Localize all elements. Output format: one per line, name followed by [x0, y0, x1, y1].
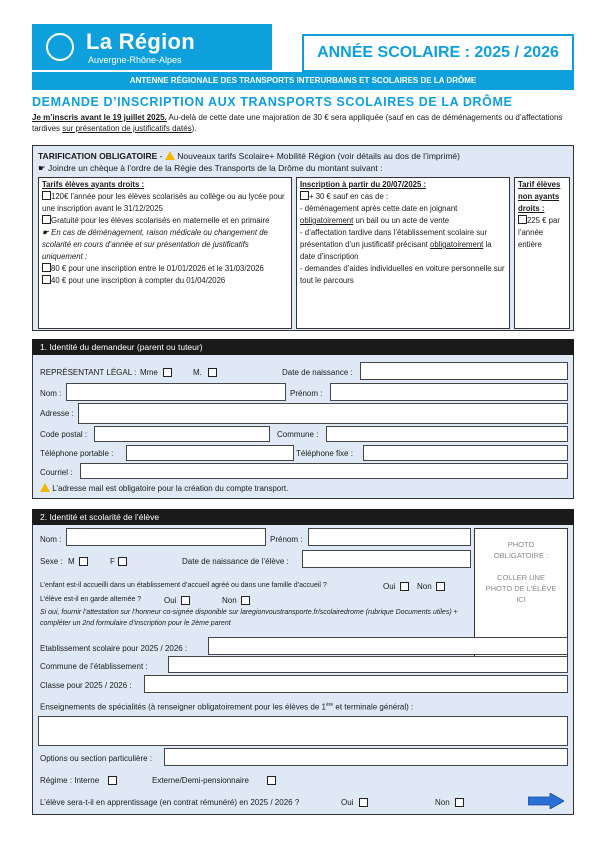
apprentissage-non-checkbox[interactable] [455, 798, 464, 807]
code-postal-label: Code postal : [40, 430, 88, 439]
accueil-non-checkbox[interactable] [436, 582, 445, 591]
regime-interne-label: Régime : Interne [40, 776, 100, 785]
checkbox-120[interactable] [42, 191, 51, 200]
bullet2-u: obligatoirement [430, 240, 484, 249]
apprentissage-non-label: Non [435, 798, 450, 807]
tel-fixe-field[interactable] [363, 445, 568, 461]
bullet1-u: obligatoirement [300, 216, 354, 225]
eleve-prenom-label: Prénom : [270, 535, 303, 544]
section2-title: 2. Identité et scolarité de l’élève [32, 509, 574, 525]
antenne-banner: ANTENNE RÉGIONALE DES TRANSPORTS INTERURBAINS ET SCOLAIRES DE LA DRÔME [32, 72, 574, 90]
adresse-label: Adresse : [40, 409, 74, 418]
eleve-date-naissance-field[interactable] [302, 550, 471, 568]
section1-title: 1. Identité du demandeur (parent ou tuteur) [32, 339, 574, 355]
sexe-m-checkbox[interactable] [79, 557, 88, 566]
m-label: M. [193, 368, 202, 377]
bullet1-a: - déménagement après cette date en joignant [300, 204, 458, 213]
garde-question: L’élève est-il en garde alternée ? [40, 596, 142, 603]
bullet3: - demandes d’aides individuelles en voiture personnelle sur tout le parcours [300, 264, 505, 285]
cheque-instruction: ☛ Joindre un chèque à l’ordre de la Régie des Transports de la Drôme du montant suivant : [38, 163, 383, 173]
next-page-arrow-icon[interactable] [528, 793, 564, 809]
logo-subtitle: Auvergne-Rhône-Alpes [88, 55, 182, 65]
opt-80-label: 80 € pour une inscription entre le 01/01/2026 et le 31/03/2026 [51, 264, 264, 273]
mme-label: Mme [140, 368, 158, 377]
warning-icon [165, 151, 175, 160]
logo-title: La Région [86, 29, 196, 54]
photo-line-5: ICI [516, 595, 526, 604]
specialites-sup: ère [325, 702, 334, 708]
opt-40-label: 40 € pour une inscription à compter du 01/04/2026 [51, 276, 226, 285]
date-naissance-field[interactable] [360, 362, 568, 380]
garde-non-label: Non [222, 596, 237, 605]
commune-field[interactable] [326, 426, 568, 442]
photo-line-1: PHOTO [507, 540, 535, 549]
apprentissage-question: L’élève sera-t-il en apprentissage (en contrat rémunéré) en 2025 / 2026 ? [40, 798, 300, 807]
nom-label: Nom : [40, 389, 62, 398]
checkbox-80[interactable] [42, 263, 51, 272]
inscription-tardive-box [296, 177, 510, 329]
code-postal-field[interactable] [94, 426, 270, 442]
checkbox-225[interactable] [518, 215, 527, 224]
accueil-oui-label: Oui [383, 582, 396, 591]
specialites-field[interactable] [38, 716, 568, 746]
photo-line-3: COLLER UNE [497, 573, 545, 582]
bullet2-a: - d’affectation tardive dans l’établissement scolaire sur présentation d’un justificatif précisant [300, 228, 488, 249]
classe-field[interactable] [144, 675, 568, 693]
school-year: ANNÉE SCOLAIRE : 2025 / 2026 [302, 34, 574, 72]
cas-text: ☛ En cas de déménagement, raison médicale ou changement de scolarité en cours d’année et sur présentation de justificatifs uniquement : [42, 228, 268, 261]
etablissement-label: Etablissement scolaire pour 2025 / 2026 : [40, 644, 188, 653]
sexe-label: Sexe : [40, 557, 63, 566]
courriel-label: Courriel : [40, 468, 73, 477]
non-ayants-title: Tarif élèves non ayants droits : [518, 180, 561, 213]
prenom-field[interactable] [330, 383, 568, 401]
tarification-sep: - [157, 151, 165, 161]
specialites-a: Enseignements de spécialités (à renseigner obligatoirement pour les élèves de 1 [40, 702, 326, 712]
specialites-b: et terminale général) : [333, 702, 414, 712]
mail-note-text: L’adresse mail est obligatoire pour la création du compte transport. [50, 484, 289, 493]
nom-field[interactable] [66, 383, 286, 401]
ayants-title: Tarifs élèves ayants droits : [42, 180, 145, 189]
eleve-prenom-field[interactable] [308, 528, 471, 546]
bullet2-b: la date d’inscription [300, 240, 492, 261]
eleve-date-naissance-label: Date de naissance de l’élève : [182, 557, 289, 566]
mme-checkbox[interactable] [163, 368, 172, 377]
checkbox-40[interactable] [42, 275, 51, 284]
warning-icon [40, 483, 50, 492]
ayants-droits-box [38, 177, 292, 329]
options-label: Options ou section particulière : [40, 754, 153, 763]
etablissement-field[interactable] [208, 637, 568, 655]
intro-end: ). [191, 124, 197, 133]
inscription-title: Inscription à partir du 20/07/2025 : [300, 180, 427, 189]
accueil-non-label: Non [417, 582, 432, 591]
non-ayants-box [514, 177, 570, 329]
opt-225-label: 225 € par l’année entière [518, 216, 560, 249]
intro-lead: Je m’inscris avant le 19 juillet 2025. [32, 113, 167, 122]
checkbox-gratuit[interactable] [42, 215, 51, 224]
externe-checkbox[interactable] [267, 776, 276, 785]
page-title: DEMANDE D’INSCRIPTION AUX TRANSPORTS SCOLAIRES DE LA DRÔME [32, 95, 513, 109]
tarification-label: TARIFICATION OBLIGATOIRE [38, 151, 158, 161]
date-naissance-label: Date de naissance : [282, 368, 353, 377]
tarification-notice: Nouveaux tarifs Scolaire+ Mobilité Région (voir détails au dos de l’imprimé) [174, 151, 460, 161]
options-field[interactable] [164, 748, 568, 766]
commune-etab-label: Commune de l’établissement : [40, 662, 148, 671]
adresse-field[interactable] [78, 403, 568, 424]
prenom-label: Prénom : [290, 389, 323, 398]
photo-spacer [475, 561, 567, 572]
eleve-nom-field[interactable] [66, 528, 266, 546]
garde-non-checkbox[interactable] [241, 596, 250, 605]
sexe-f-checkbox[interactable] [118, 557, 127, 566]
representant-label: REPRÉSENTANT LÉGAL : [40, 368, 137, 377]
sexe-f-label: F [110, 557, 115, 566]
accueil-oui-checkbox[interactable] [400, 582, 409, 591]
tel-portable-field[interactable] [126, 445, 294, 461]
externe-label: Externe/Demi-pensionnaire [152, 776, 249, 785]
courriel-field[interactable] [80, 463, 568, 479]
mail-note [40, 483, 288, 493]
garde-oui-checkbox[interactable] [181, 596, 190, 605]
tel-portable-label: Téléphone portable : [40, 449, 114, 458]
commune-label: Commune : [277, 430, 319, 439]
intro-rest: Au-delà de cette date une majoration de 30 € sera appliquée (sauf en cas de déménagements ou d’affectations tardives [32, 113, 563, 133]
classe-label: Classe pour 2025 / 2026 : [40, 681, 132, 690]
eleve-nom-label: Nom : [40, 535, 62, 544]
intro-text [32, 112, 574, 134]
sexe-m-label: M [68, 557, 75, 566]
garde-note: Si oui, fournir l’attestation sur l’honneur co-signée disponible sur laregionvoustransporte.fr/scolairedrome (rubrique Documents utiles) + compléter un 2nd formulaire d’inscription pour le 2ème parent [40, 609, 458, 627]
specialites-label [40, 702, 413, 712]
apprentissage-oui-checkbox[interactable] [359, 798, 368, 807]
region-logo [32, 24, 272, 70]
intro-underlined: sur présentation de justificatifs datés [62, 124, 192, 133]
bullet1-b: un bail ou un acte de vente [353, 216, 450, 225]
interne-checkbox[interactable] [108, 776, 117, 785]
tel-fixe-label: Téléphone fixe : [296, 449, 353, 458]
checkbox-30[interactable] [300, 191, 309, 200]
garde-oui-label: Oui [164, 596, 177, 605]
photo-line-4: PHOTO DE L’ÉLÈVE [485, 584, 557, 593]
tarification-header [38, 150, 460, 162]
region-logo-icon [46, 33, 74, 61]
m-checkbox[interactable] [208, 368, 217, 377]
commune-etab-field[interactable] [168, 656, 568, 673]
accueil-question: L’enfant est-il accueilli dans un établissement d’accueil agréé ou dans une famille d’accueil ? [40, 582, 327, 589]
apprentissage-oui-label: Oui [341, 798, 354, 807]
opt-120-label: 120€ l’année pour les élèves scolarisés au collège ou au lycée pour une inscription avant le 31/12/2025 [42, 192, 285, 213]
opt-30-label: + 30 € sauf en cas de : [309, 192, 389, 201]
photo-line-2: OBLIGATOIRE : [493, 551, 549, 560]
opt-gratuit-label: Gratuité pour les élèves scolarisés en maternelle et en primaire [51, 216, 270, 225]
